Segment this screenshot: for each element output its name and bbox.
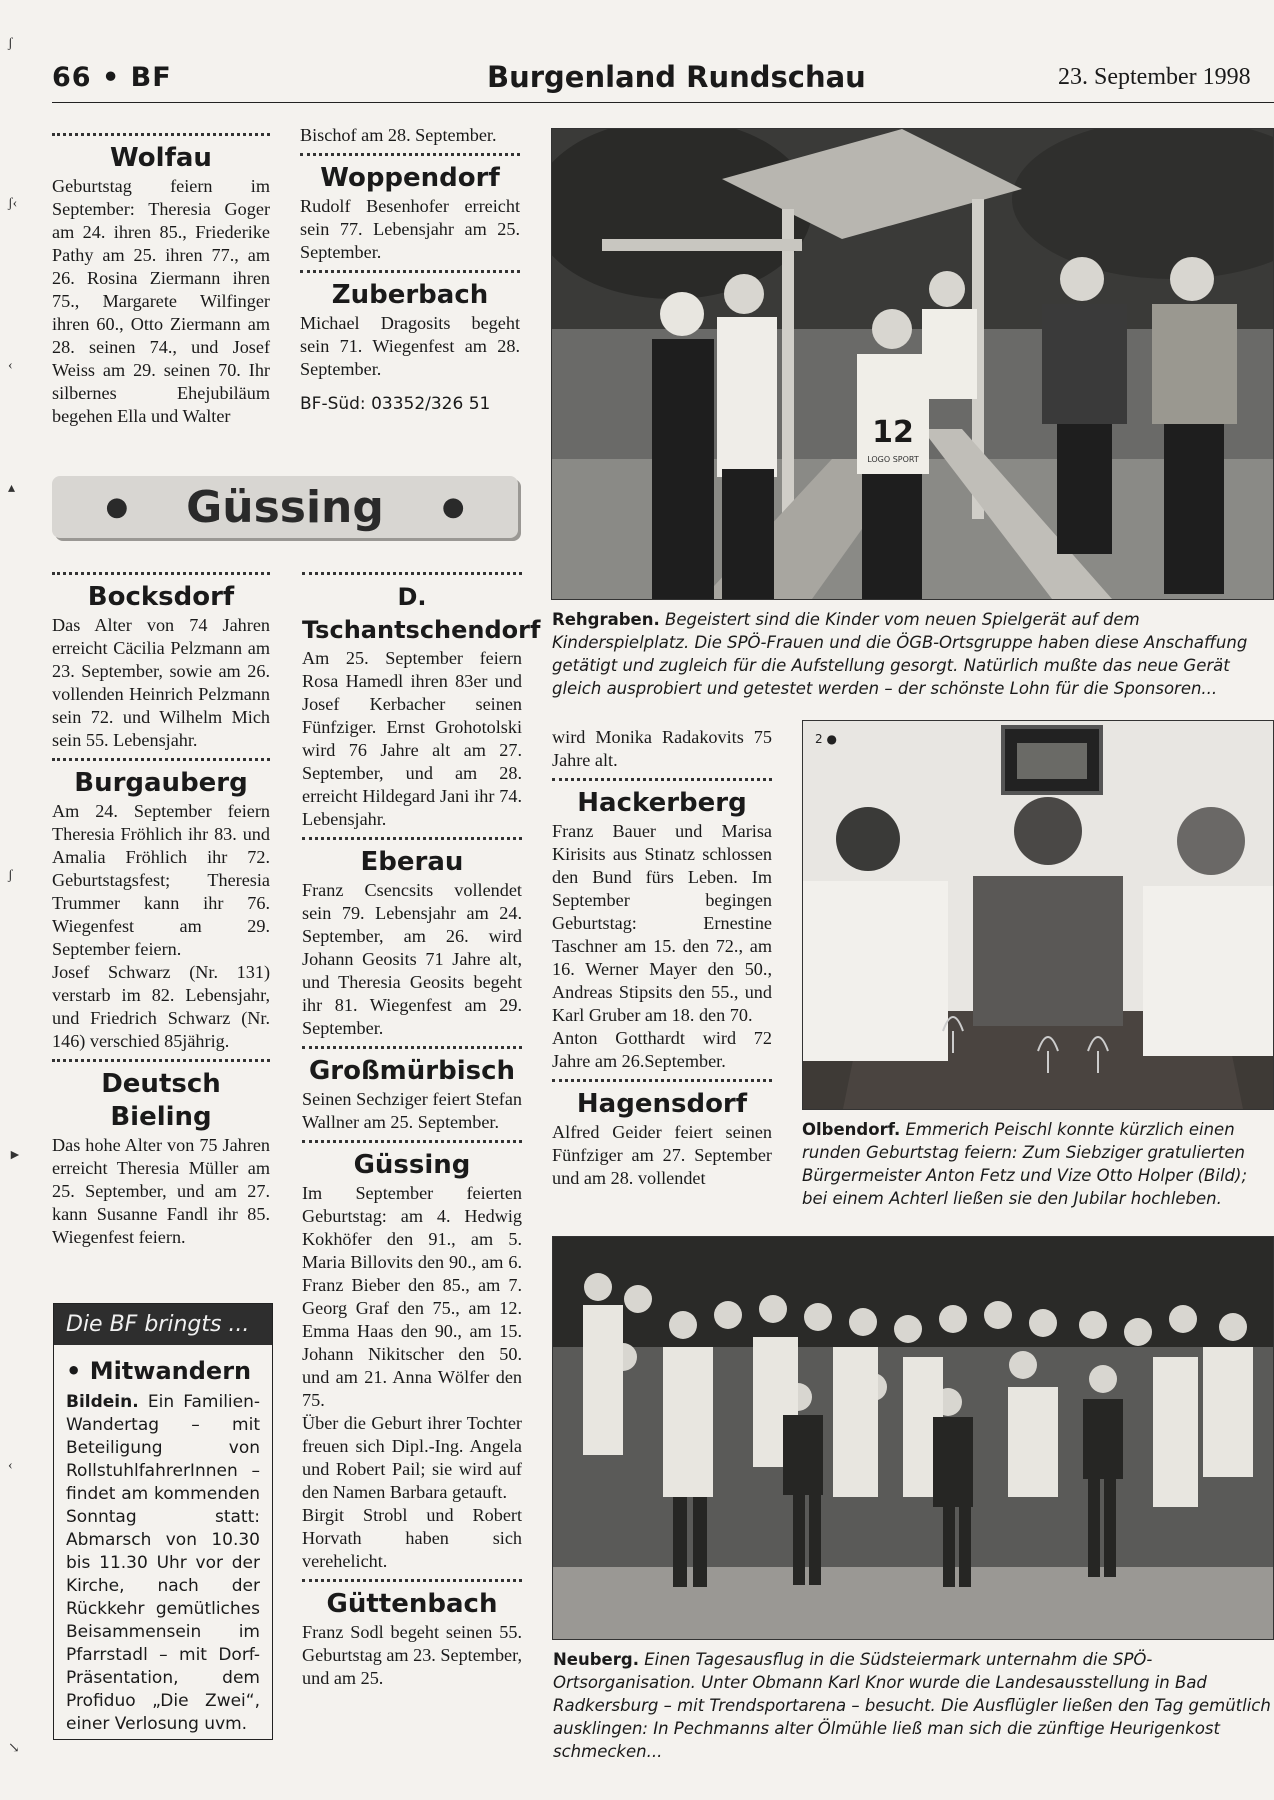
photo-playground	[551, 128, 1274, 600]
shirt-text: LOGO SPORT	[867, 455, 919, 464]
caption-text: Einen Tagesausflug in die Südsteiermark unternahm die SPÖ-Ortsorganisation. Unter Obmann Karl Knor wurde die Landesausstellung in Bad Radkersburg – mit Trendsportarena – besucht. Die Ausflügler ließen den Tag gemütlich ausklingen: In Pechmanns alter Ölmühle ließ man sich die zünftige Heurigenkost schmecken...	[553, 1650, 1271, 1761]
article-eberau: Franz Csencsits vollendet sein 79. Lebensjahr am 24. September, am 26. wird Johann Geosits 71 Jahre alt, und Theresia Geosits begeht ihr 81. Wiegenfest am 29. September.	[302, 880, 522, 1038]
newspaper-title: Burgenland Rundschau	[487, 60, 866, 94]
margin-mark: ‹	[8, 1458, 13, 1473]
article-burgauberg: Am 24. September feiern Theresia Fröhlich ihr 83. und Amalia Fröhlich ihr 72. Geburtstagsfest; Theresia Trummer kann ihr 76. Wiegenfest am 29. September feiern.	[52, 801, 270, 959]
column-2	[302, 572, 541, 1690]
page-header	[52, 58, 1274, 103]
headline-grossmuerbisch: Großmürbisch	[302, 1046, 522, 1088]
article-guettenbach: Franz Sodl begeht seinen 55. Geburtstag am 23. September, und am 25.	[302, 1622, 522, 1688]
caption-olbendorf	[802, 1118, 1272, 1210]
article-guessing-3: Birgit Strobl und Robert Horvath haben sich verehelicht.	[302, 1505, 522, 1571]
article-hackerberg-2: Anton Gotthardt wird 72 Jahre am 26.September.	[552, 1028, 772, 1071]
headline-wolfau: Wolfau	[52, 133, 270, 175]
article-continuation: Bischof am 28. September.	[300, 125, 497, 145]
info-box-place: Bildein.	[66, 1392, 139, 1412]
shirt-number: 12	[872, 415, 914, 450]
headline-guettenbach: Güttenbach	[302, 1579, 522, 1621]
margin-mark: ▴	[8, 481, 16, 496]
headline-deutsch-bieling: Deutsch Bieling	[52, 1059, 270, 1134]
caption-text: Begeistert sind die Kinder vom neuen Spielgerät auf dem Kinderspielplatz. Die SPÖ-Frauen und die ÖGB-Ortsgruppe haben diese Anschaffung getätigt und zugleich für die Aufstellung gesorgt. Natürlich mußte das neue Gerät gleich ausprobiert und getestet werden – der schönste Lohn für die Sponsoren...	[552, 610, 1248, 698]
article-grossmuerbisch: Seinen Sechziger feiert Stefan Wallner am 25. September.	[302, 1089, 522, 1132]
photo-neuberg-group	[552, 1236, 1274, 1640]
caption-rehgraben	[552, 608, 1272, 700]
info-box-header: Die BF bringts ...	[54, 1304, 272, 1345]
headline-guessing: Güssing	[302, 1140, 522, 1182]
margin-mark: ‹	[8, 358, 13, 373]
headline-zuberbach: Zuberbach	[300, 270, 520, 312]
photo-olbendorf	[802, 720, 1274, 1110]
headline-burgauberg: Burgauberg	[52, 758, 270, 800]
article-wolfau: Geburtstag feiern im September: Theresia Goger am 24. ihren 85., Friederike Pathy am 25. ihren 77., am 26. Rosina Ziermann ihren 75., Margarete Wilfinger ihren 60., Otto Ziermann am 28. seinen 74., und Josef Weiss am 29. seinen 70. Ihr silbernes Ehejubiläum begehen Ella und Walter	[52, 176, 270, 426]
article-guessing: Im September feierten Geburtstag: am 4. Hedwig Kokhöfer den 91., am 5. Maria Billovits den 90., am 6. Franz Bieber den 85., am 7. Georg Graf den 75., am 12. Emma Haas den 90., am 15. Johann Nikitscher den 50. und am 21. Anna Wölfer den 75.	[302, 1183, 522, 1410]
article-tschantschendorf: Am 25. September feiern Rosa Hamedl ihren 83er und Josef Kerbacher seinen Fünfziger. Ernst Grohotolski wird 76 Jahre alt am 27. September, und am 28. erreicht Hildegard Jani ihr 74. Lebensjahr.	[302, 648, 522, 829]
headline-woppendorf: Woppendorf	[300, 153, 520, 195]
headline-eberau: Eberau	[302, 837, 522, 879]
article-hagensdorf: Alfred Geider feiert seinen Fünfziger am 27. September und am 28. vollendet	[552, 1122, 772, 1188]
headline-hagensdorf: Hagensdorf	[552, 1079, 772, 1121]
article-burgauberg-2: Josef Schwarz (Nr. 131) verstarb im 82. Lebensjahr, und Friedrich Schwarz (Nr. 146) verschied 85jährig.	[52, 962, 270, 1051]
bullet-icon: ●	[441, 492, 465, 522]
caption-place: Rehgraben.	[552, 610, 660, 629]
info-box-body	[66, 1391, 260, 1736]
margin-mark: ʃ	[8, 868, 13, 883]
caption-place: Olbendorf.	[802, 1120, 901, 1139]
headline-hackerberg: Hackerberg	[552, 778, 772, 820]
margin-mark: ʃ	[8, 36, 13, 51]
article-zuberbach: Michael Dragosits begeht sein 71. Wiegenfest am 28. September.	[300, 313, 520, 379]
info-box-title: • Mitwandern	[66, 1357, 252, 1385]
photo-badge: 2 ●	[815, 732, 837, 746]
info-box	[53, 1303, 273, 1740]
margin-mark: ʃ‹	[8, 196, 18, 211]
column-top-left	[52, 133, 270, 428]
article-continuation-2: wird Monika Radakovits 75 Jahre alt.	[552, 727, 772, 770]
column-3	[552, 726, 772, 1190]
issue-date: 23. September 1998	[1058, 64, 1251, 90]
page-number: 66 • BF	[52, 62, 172, 93]
caption-text: Emmerich Peischl konnte kürzlich einen runden Geburtstag feiern: Zum Siebziger gratulierten Bürgermeister Anton Fetz und Vize Otto Holper (Bild); bei einem Achterl ließen sie den Jubilar hochleben.	[802, 1120, 1248, 1208]
caption-neuberg	[553, 1648, 1272, 1763]
article-hackerberg: Franz Bauer und Marisa Kirisits aus Stinatz schlossen den Bund fürs Leben. Im September begingen Geburtstag: Ernestine Taschner am 15. den 72., am 16. Werner Mayer den 50., Andreas Stipsits den 55., und Karl Gruber am 18. den 70.	[552, 821, 772, 1025]
article-bocksdorf: Das Alter von 74 Jahren erreicht Cäcilia Pelzmann am 23. September, sowie am 26. vollenden Heinrich Pelzmann sein 72. und Wilhelm Mich sein 55. Lebensjahr.	[52, 615, 270, 750]
caption-place: Neuberg.	[553, 1650, 639, 1669]
headline-bocksdorf: Bocksdorf	[52, 572, 270, 614]
column-1	[52, 572, 270, 1249]
article-woppendorf: Rudolf Besenhofer erreicht sein 77. Lebensjahr am 25. September.	[300, 196, 520, 262]
margin-mark: ↘	[8, 1741, 20, 1756]
contact-phone: BF-Süd: 03352/326 51	[300, 394, 491, 414]
section-banner	[52, 476, 518, 538]
article-guessing-2: Über die Geburt ihrer Tochter freuen sich Dipl.-Ing. Angela und Robert Pail; sie wird auf den Namen Barbara getauft.	[302, 1413, 522, 1502]
info-box-text: Ein Familien-Wandertag – mit Beteiligung von RollstuhlfahrerInnen – findet am kommenden Sonntag statt: Abmarsch von 10.30 bis 11.30 Uhr vor der Kirche, nach der Rückkehr gemütliches Beisammensein im Pfarrstadl – mit Dorf-Präsentation, dem Profiduo „Die Zwei“, einer Verlosung uvm.	[66, 1392, 261, 1734]
margin-mark: ►	[8, 1148, 22, 1163]
column-top-right	[300, 124, 520, 416]
article-deutsch-bieling: Das hohe Alter von 75 Jahren erreicht Theresia Müller am 25. September, und am 27. kann Susanne Fandl ihr 85. Wiegenfest feiern.	[52, 1135, 270, 1247]
margin-marks	[8, 0, 28, 1800]
section-title: Güssing	[186, 481, 384, 533]
bullet-icon: ●	[105, 492, 129, 522]
headline-tschantschendorf: D. Tschantschendorf	[302, 572, 522, 647]
